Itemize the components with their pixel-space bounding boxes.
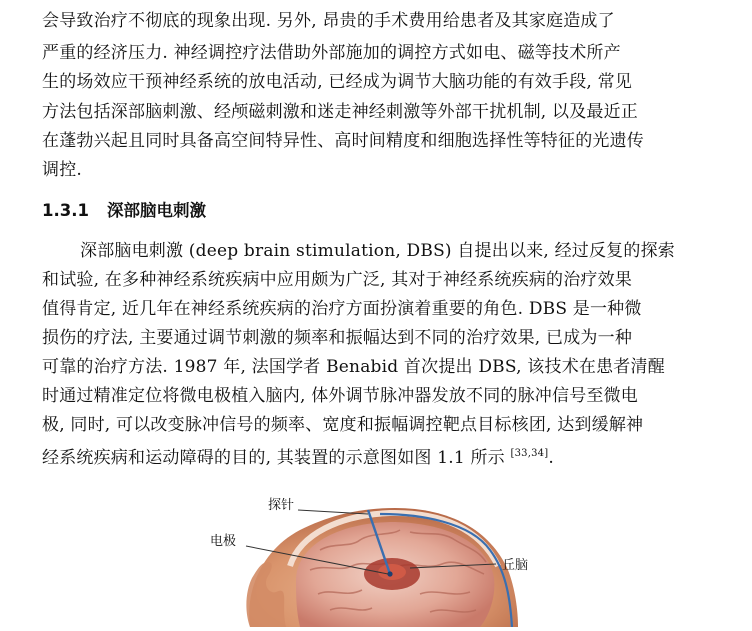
citation: [33,34] <box>510 448 549 459</box>
paragraph-2-line-1: 深部脑电刺激 (deep brain stimulation, DBS) 自提出以来, 经过反复的探索 <box>80 241 675 261</box>
paragraph-2-line-7: 极, 同时, 可以改变脉冲信号的频率、宽度和振幅调控靶点目标核团, 达到缓解神 <box>42 415 644 435</box>
paragraph-1-line-1: 会导致治疗不彻底的现象出现. 另外, 昂贵的手术费用给患者及其家庭造成了 <box>42 11 615 31</box>
paragraph-1-line-3: 生的场效应干预神经系统的放电活动, 已经成为调节大脑功能的有效手段, 常见 <box>42 72 633 92</box>
label-thalamus: 丘脑 <box>502 558 529 573</box>
paragraph-2-end-punct: . <box>548 448 554 468</box>
label-probe: 探针 <box>268 498 295 513</box>
paragraph-2-line-8 <box>42 441 718 471</box>
paragraph-2-last-text: 经系统疾病和运动障碍的目的, 其装置的示意图如图 1.1 所示 <box>42 448 511 468</box>
section-number: 1.3.1 <box>42 201 89 220</box>
dbs-figure <box>0 470 752 627</box>
paragraph-2-line-6: 时通过精准定位将微电极植入脑内, 体外调节脉冲器发放不同的脉冲信号至微电 <box>42 386 639 406</box>
section-title: 深部脑电刺激 <box>106 201 206 220</box>
paragraph-2-line-4: 损伤的疗法, 主要通过调节刺激的频率和振幅达到不同的治疗效果, 已成为一种 <box>42 328 633 348</box>
paragraph-2-line-2: 和试验, 在多种神经系统疾病中应用颇为广泛, 其对于神经系统疾病的治疗效果 <box>42 270 633 290</box>
section-heading <box>42 197 206 221</box>
label-electrode: 电极 <box>210 534 237 549</box>
paragraph-2-line-5: 可靠的治疗方法. 1987 年, 法国学者 Benabid 首次提出 DBS, 该技术在患者清醒 <box>42 357 665 377</box>
paragraph-1-line-6: 调控. <box>42 160 83 180</box>
paragraph-1-line-5: 在蓬勃兴起且同时具备高空间特异性、高时间精度和细胞选择性等特征的光遗传 <box>42 131 644 151</box>
paragraph-1-line-2: 严重的经济压力. 神经调控疗法借助外部施加的调控方式如电、磁等技术所产 <box>42 43 621 63</box>
probe-tip <box>387 571 392 576</box>
dbs-illustration <box>0 470 752 627</box>
paragraph-1-line-4: 方法包括深部脑刺激、经颅磁刺激和迷走神经刺激等外部干扰机制, 以及最近正 <box>42 102 639 122</box>
paragraph-2-line-3: 值得肯定, 近几年在神经系统疾病的治疗方面扮演着重要的角色. DBS 是一种微 <box>42 299 642 319</box>
